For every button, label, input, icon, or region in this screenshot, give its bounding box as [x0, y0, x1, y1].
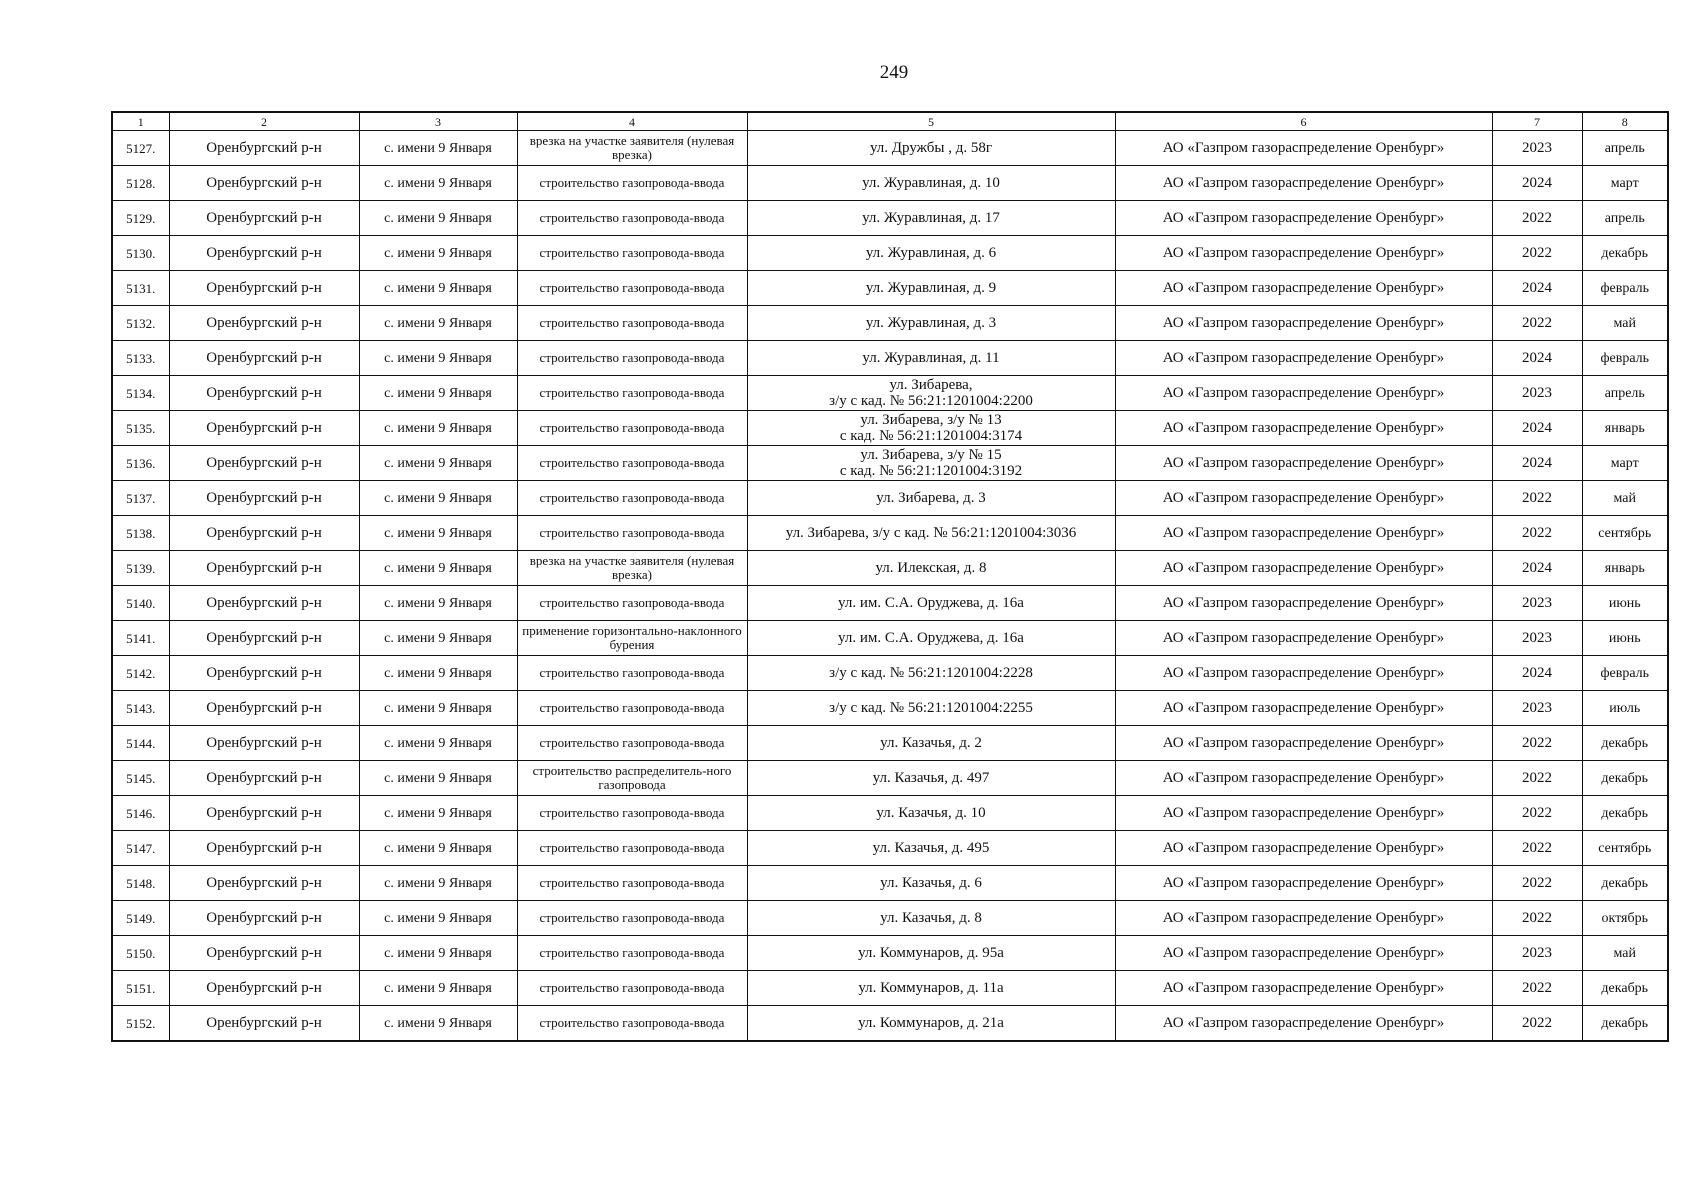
address-cell: ул. Илекская, д. 8: [747, 551, 1115, 586]
organization-cell: АО «Газпром газораспределение Оренбург»: [1115, 166, 1492, 201]
column-header: 5: [747, 112, 1115, 131]
district-cell: Оренбургский р-н: [169, 971, 359, 1006]
header-row: [112, 112, 1668, 131]
year-cell: 2022: [1492, 236, 1582, 271]
work-type-cell: строительство газопровода-ввода: [517, 831, 747, 866]
year-cell: 2023: [1492, 621, 1582, 656]
year-cell: 2022: [1492, 481, 1582, 516]
organization-cell: АО «Газпром газораспределение Оренбург»: [1115, 796, 1492, 831]
month-cell: апрель: [1582, 376, 1668, 411]
district-cell: Оренбургский р-н: [169, 131, 359, 166]
table-row: [112, 866, 1668, 901]
organization-cell: АО «Газпром газораспределение Оренбург»: [1115, 306, 1492, 341]
work-type-cell: строительство газопровода-ввода: [517, 1006, 747, 1042]
district-cell: Оренбургский р-н: [169, 481, 359, 516]
locality-cell: с. имени 9 Января: [359, 866, 517, 901]
row-number: 5127.: [112, 131, 169, 166]
locality-cell: с. имени 9 Января: [359, 131, 517, 166]
organization-cell: АО «Газпром газораспределение Оренбург»: [1115, 376, 1492, 411]
year-cell: 2022: [1492, 516, 1582, 551]
address-cell: ул. Казачья, д. 8: [747, 901, 1115, 936]
table-row: [112, 201, 1668, 236]
work-type-cell: строительство газопровода-ввода: [517, 376, 747, 411]
table-row: [112, 726, 1668, 761]
table-row: [112, 621, 1668, 656]
year-cell: 2022: [1492, 726, 1582, 761]
work-type-cell: строительство газопровода-ввода: [517, 901, 747, 936]
year-cell: 2022: [1492, 831, 1582, 866]
table-header: [112, 112, 1668, 131]
address-cell: ул. Коммунаров, д. 11а: [747, 971, 1115, 1006]
work-type-cell: строительство газопровода-ввода: [517, 341, 747, 376]
row-number: 5147.: [112, 831, 169, 866]
district-cell: Оренбургский р-н: [169, 586, 359, 621]
organization-cell: АО «Газпром газораспределение Оренбург»: [1115, 236, 1492, 271]
address-cell: ул. Дружбы , д. 58г: [747, 131, 1115, 166]
year-cell: 2022: [1492, 866, 1582, 901]
month-cell: декабрь: [1582, 726, 1668, 761]
district-cell: Оренбургский р-н: [169, 306, 359, 341]
year-cell: 2023: [1492, 691, 1582, 726]
row-number: 5134.: [112, 376, 169, 411]
month-cell: декабрь: [1582, 866, 1668, 901]
row-number: 5132.: [112, 306, 169, 341]
row-number: 5150.: [112, 936, 169, 971]
work-type-cell: строительство газопровода-ввода: [517, 936, 747, 971]
month-cell: май: [1582, 936, 1668, 971]
address-cell: з/у с кад. № 56:21:1201004:2255: [747, 691, 1115, 726]
month-cell: июнь: [1582, 621, 1668, 656]
address-cell: ул. Коммунаров, д. 21а: [747, 1006, 1115, 1042]
district-cell: Оренбургский р-н: [169, 551, 359, 586]
year-cell: 2022: [1492, 1006, 1582, 1042]
work-type-cell: строительство газопровода-ввода: [517, 971, 747, 1006]
month-cell: октябрь: [1582, 901, 1668, 936]
table-row: [112, 131, 1668, 166]
address-cell: ул. Зибарева, з/у № 13 с кад. № 56:21:1201004:3174: [747, 411, 1115, 446]
organization-cell: АО «Газпром газораспределение Оренбург»: [1115, 411, 1492, 446]
organization-cell: АО «Газпром газораспределение Оренбург»: [1115, 936, 1492, 971]
locality-cell: с. имени 9 Января: [359, 971, 517, 1006]
district-cell: Оренбургский р-н: [169, 866, 359, 901]
row-number: 5137.: [112, 481, 169, 516]
row-number: 5141.: [112, 621, 169, 656]
locality-cell: с. имени 9 Января: [359, 691, 517, 726]
organization-cell: АО «Газпром газораспределение Оренбург»: [1115, 726, 1492, 761]
district-cell: Оренбургский р-н: [169, 761, 359, 796]
organization-cell: АО «Газпром газораспределение Оренбург»: [1115, 971, 1492, 1006]
work-type-cell: строительство газопровода-ввода: [517, 726, 747, 761]
month-cell: январь: [1582, 411, 1668, 446]
month-cell: декабрь: [1582, 1006, 1668, 1042]
locality-cell: с. имени 9 Января: [359, 551, 517, 586]
district-cell: Оренбургский р-н: [169, 1006, 359, 1042]
district-cell: Оренбургский р-н: [169, 376, 359, 411]
row-number: 5152.: [112, 1006, 169, 1042]
table-row: [112, 831, 1668, 866]
year-cell: 2024: [1492, 446, 1582, 481]
table-row: [112, 656, 1668, 691]
row-number: 5140.: [112, 586, 169, 621]
table-row: [112, 761, 1668, 796]
address-cell: ул. Коммунаров, д. 95а: [747, 936, 1115, 971]
address-cell: ул. Журавлиная, д. 3: [747, 306, 1115, 341]
column-header: 7: [1492, 112, 1582, 131]
year-cell: 2024: [1492, 656, 1582, 691]
district-cell: Оренбургский р-н: [169, 236, 359, 271]
work-type-cell: строительство газопровода-ввода: [517, 691, 747, 726]
work-type-cell: врезка на участке заявителя (нулевая врезка): [517, 551, 747, 586]
organization-cell: АО «Газпром газораспределение Оренбург»: [1115, 691, 1492, 726]
column-header: 3: [359, 112, 517, 131]
locality-cell: с. имени 9 Января: [359, 236, 517, 271]
row-number: 5146.: [112, 796, 169, 831]
row-number: 5151.: [112, 971, 169, 1006]
column-header: 2: [169, 112, 359, 131]
table-row: [112, 411, 1668, 446]
locality-cell: с. имени 9 Января: [359, 901, 517, 936]
row-number: 5131.: [112, 271, 169, 306]
month-cell: февраль: [1582, 656, 1668, 691]
locality-cell: с. имени 9 Января: [359, 376, 517, 411]
address-cell: ул. Журавлиная, д. 6: [747, 236, 1115, 271]
table-body: [112, 131, 1668, 1042]
locality-cell: с. имени 9 Января: [359, 481, 517, 516]
work-type-cell: строительство газопровода-ввода: [517, 866, 747, 901]
year-cell: 2022: [1492, 201, 1582, 236]
address-cell: ул. Журавлиная, д. 17: [747, 201, 1115, 236]
row-number: 5129.: [112, 201, 169, 236]
district-cell: Оренбургский р-н: [169, 796, 359, 831]
district-cell: Оренбургский р-н: [169, 201, 359, 236]
locality-cell: с. имени 9 Января: [359, 726, 517, 761]
address-cell: ул. Казачья, д. 497: [747, 761, 1115, 796]
organization-cell: АО «Газпром газораспределение Оренбург»: [1115, 761, 1492, 796]
row-number: 5128.: [112, 166, 169, 201]
year-cell: 2022: [1492, 901, 1582, 936]
district-cell: Оренбургский р-н: [169, 516, 359, 551]
organization-cell: АО «Газпром газораспределение Оренбург»: [1115, 831, 1492, 866]
work-type-cell: строительство газопровода-ввода: [517, 656, 747, 691]
month-cell: апрель: [1582, 201, 1668, 236]
district-cell: Оренбургский р-н: [169, 621, 359, 656]
locality-cell: с. имени 9 Января: [359, 936, 517, 971]
registry-table: [111, 111, 1669, 1042]
year-cell: 2024: [1492, 341, 1582, 376]
row-number: 5136.: [112, 446, 169, 481]
month-cell: декабрь: [1582, 971, 1668, 1006]
table-row: [112, 691, 1668, 726]
district-cell: Оренбургский р-н: [169, 691, 359, 726]
organization-cell: АО «Газпром газораспределение Оренбург»: [1115, 656, 1492, 691]
month-cell: июль: [1582, 691, 1668, 726]
organization-cell: АО «Газпром газораспределение Оренбург»: [1115, 551, 1492, 586]
address-cell: ул. Журавлиная, д. 9: [747, 271, 1115, 306]
organization-cell: АО «Газпром газораспределение Оренбург»: [1115, 901, 1492, 936]
month-cell: февраль: [1582, 271, 1668, 306]
address-cell: ул. Зибарева, з/у с кад. № 56:21:1201004:3036: [747, 516, 1115, 551]
table-row: [112, 306, 1668, 341]
work-type-cell: строительство распределитель-ного газопровода: [517, 761, 747, 796]
organization-cell: АО «Газпром газораспределение Оренбург»: [1115, 341, 1492, 376]
locality-cell: с. имени 9 Января: [359, 411, 517, 446]
year-cell: 2022: [1492, 306, 1582, 341]
locality-cell: с. имени 9 Января: [359, 201, 517, 236]
month-cell: май: [1582, 481, 1668, 516]
row-number: 5138.: [112, 516, 169, 551]
work-type-cell: строительство газопровода-ввода: [517, 201, 747, 236]
table-row: [112, 586, 1668, 621]
work-type-cell: строительство газопровода-ввода: [517, 586, 747, 621]
year-cell: 2024: [1492, 166, 1582, 201]
address-cell: ул. Журавлиная, д. 10: [747, 166, 1115, 201]
month-cell: сентябрь: [1582, 831, 1668, 866]
year-cell: 2023: [1492, 376, 1582, 411]
year-cell: 2022: [1492, 971, 1582, 1006]
year-cell: 2022: [1492, 761, 1582, 796]
month-cell: сентябрь: [1582, 516, 1668, 551]
year-cell: 2022: [1492, 796, 1582, 831]
column-header: 4: [517, 112, 747, 131]
locality-cell: с. имени 9 Января: [359, 621, 517, 656]
month-cell: декабрь: [1582, 236, 1668, 271]
organization-cell: АО «Газпром газораспределение Оренбург»: [1115, 271, 1492, 306]
address-cell: ул. Зибарева, з/у с кад. № 56:21:1201004:2200: [747, 376, 1115, 411]
organization-cell: АО «Газпром газораспределение Оренбург»: [1115, 1006, 1492, 1042]
address-cell: ул. Журавлиная, д. 11: [747, 341, 1115, 376]
row-number: 5145.: [112, 761, 169, 796]
organization-cell: АО «Газпром газораспределение Оренбург»: [1115, 131, 1492, 166]
month-cell: апрель: [1582, 131, 1668, 166]
row-number: 5142.: [112, 656, 169, 691]
table-row: [112, 341, 1668, 376]
table-row: [112, 271, 1668, 306]
work-type-cell: строительство газопровода-ввода: [517, 306, 747, 341]
address-cell: ул. им. С.А. Оруджева, д. 16а: [747, 621, 1115, 656]
organization-cell: АО «Газпром газораспределение Оренбург»: [1115, 866, 1492, 901]
row-number: 5133.: [112, 341, 169, 376]
work-type-cell: врезка на участке заявителя (нулевая врезка): [517, 131, 747, 166]
month-cell: январь: [1582, 551, 1668, 586]
column-header: 6: [1115, 112, 1492, 131]
table-row: [112, 446, 1668, 481]
work-type-cell: строительство газопровода-ввода: [517, 481, 747, 516]
district-cell: Оренбургский р-н: [169, 271, 359, 306]
address-cell: ул. Зибарева, д. 3: [747, 481, 1115, 516]
address-cell: ул. Казачья, д. 10: [747, 796, 1115, 831]
district-cell: Оренбургский р-н: [169, 831, 359, 866]
district-cell: Оренбургский р-н: [169, 166, 359, 201]
district-cell: Оренбургский р-н: [169, 901, 359, 936]
column-header: 1: [112, 112, 169, 131]
month-cell: май: [1582, 306, 1668, 341]
locality-cell: с. имени 9 Января: [359, 271, 517, 306]
address-cell: ул. Казачья, д. 495: [747, 831, 1115, 866]
locality-cell: с. имени 9 Января: [359, 831, 517, 866]
district-cell: Оренбургский р-н: [169, 411, 359, 446]
address-cell: з/у с кад. № 56:21:1201004:2228: [747, 656, 1115, 691]
work-type-cell: строительство газопровода-ввода: [517, 271, 747, 306]
month-cell: март: [1582, 446, 1668, 481]
organization-cell: АО «Газпром газораспределение Оренбург»: [1115, 481, 1492, 516]
year-cell: 2023: [1492, 936, 1582, 971]
organization-cell: АО «Газпром газораспределение Оренбург»: [1115, 516, 1492, 551]
work-type-cell: строительство газопровода-ввода: [517, 236, 747, 271]
district-cell: Оренбургский р-н: [169, 936, 359, 971]
table-row: [112, 481, 1668, 516]
table-row: [112, 901, 1668, 936]
work-type-cell: строительство газопровода-ввода: [517, 796, 747, 831]
address-cell: ул. Казачья, д. 6: [747, 866, 1115, 901]
year-cell: 2024: [1492, 271, 1582, 306]
row-number: 5148.: [112, 866, 169, 901]
address-cell: ул. им. С.А. Оруджева, д. 16а: [747, 586, 1115, 621]
month-cell: февраль: [1582, 341, 1668, 376]
work-type-cell: строительство газопровода-ввода: [517, 446, 747, 481]
page-number: 249: [879, 62, 909, 83]
organization-cell: АО «Газпром газораспределение Оренбург»: [1115, 586, 1492, 621]
table-row: [112, 936, 1668, 971]
locality-cell: с. имени 9 Января: [359, 586, 517, 621]
table-row: [112, 236, 1668, 271]
month-cell: декабрь: [1582, 796, 1668, 831]
district-cell: Оренбургский р-н: [169, 656, 359, 691]
locality-cell: с. имени 9 Января: [359, 796, 517, 831]
district-cell: Оренбургский р-н: [169, 341, 359, 376]
year-cell: 2023: [1492, 586, 1582, 621]
locality-cell: с. имени 9 Января: [359, 446, 517, 481]
locality-cell: с. имени 9 Января: [359, 166, 517, 201]
year-cell: 2023: [1492, 131, 1582, 166]
locality-cell: с. имени 9 Января: [359, 656, 517, 691]
locality-cell: с. имени 9 Января: [359, 1006, 517, 1042]
row-number: 5130.: [112, 236, 169, 271]
table-row: [112, 551, 1668, 586]
table-row: [112, 516, 1668, 551]
locality-cell: с. имени 9 Января: [359, 306, 517, 341]
table-row: [112, 971, 1668, 1006]
year-cell: 2024: [1492, 551, 1582, 586]
table-row: [112, 796, 1668, 831]
organization-cell: АО «Газпром газораспределение Оренбург»: [1115, 621, 1492, 656]
locality-cell: с. имени 9 Января: [359, 516, 517, 551]
locality-cell: с. имени 9 Января: [359, 341, 517, 376]
address-cell: ул. Казачья, д. 2: [747, 726, 1115, 761]
row-number: 5135.: [112, 411, 169, 446]
work-type-cell: строительство газопровода-ввода: [517, 166, 747, 201]
district-cell: Оренбургский р-н: [169, 446, 359, 481]
column-header: 8: [1582, 112, 1668, 131]
month-cell: март: [1582, 166, 1668, 201]
work-type-cell: строительство газопровода-ввода: [517, 411, 747, 446]
locality-cell: с. имени 9 Января: [359, 761, 517, 796]
month-cell: июнь: [1582, 586, 1668, 621]
table-row: [112, 166, 1668, 201]
table-row: [112, 376, 1668, 411]
address-cell: ул. Зибарева, з/у № 15 с кад. № 56:21:1201004:3192: [747, 446, 1115, 481]
work-type-cell: применение горизонтально-наклонного бурения: [517, 621, 747, 656]
district-cell: Оренбургский р-н: [169, 726, 359, 761]
organization-cell: АО «Газпром газораспределение Оренбург»: [1115, 201, 1492, 236]
organization-cell: АО «Газпром газораспределение Оренбург»: [1115, 446, 1492, 481]
work-type-cell: строительство газопровода-ввода: [517, 516, 747, 551]
month-cell: декабрь: [1582, 761, 1668, 796]
row-number: 5149.: [112, 901, 169, 936]
row-number: 5143.: [112, 691, 169, 726]
row-number: 5144.: [112, 726, 169, 761]
table-row: [112, 1006, 1668, 1042]
year-cell: 2024: [1492, 411, 1582, 446]
row-number: 5139.: [112, 551, 169, 586]
